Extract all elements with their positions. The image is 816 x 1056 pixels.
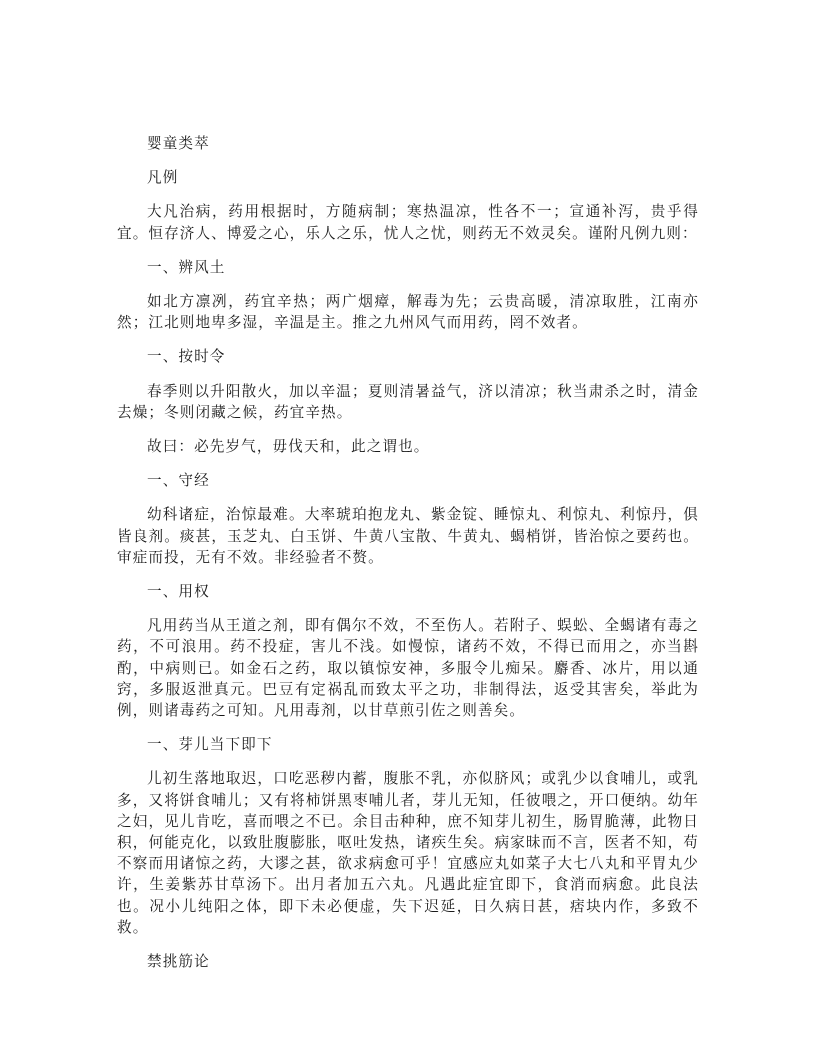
paragraph-regional-climate: 如北方凛冽，药宜辛热；两广烟瘴，解毒为先；云贵高暖，清凉取胜，江南亦然；江北则地卑多湿，辛温是主。推之九州风气而用药，罔不效者。 <box>117 293 699 332</box>
paragraph-keep-classics: 幼科诸症，治惊最难。大率琥珀抱龙丸、紫金锭、睡惊丸、利惊丸、利惊丹，俱皆良剂。痰甚，玉芝丸、白玉饼、牛黄八宝散、牛黄丸、蝎梢饼，皆治惊之要药也。审症而投，无有不效。非经验者不赘。 <box>117 506 699 566</box>
section-heading-forbid-tendon-picking: 禁挑筋论 <box>147 953 210 971</box>
document-page <box>117 133 699 985</box>
section-heading-newborn-purge: 一、芽儿当下即下 <box>147 736 273 754</box>
paragraph-intro: 大凡治病，药用根据时，方随病制；寒热温凉，性各不一；宣通补泻，贵乎得宜。恒存济人、博爱之心，乐人之乐，忧人之忧，则药无不效灵矣。谨附凡例九则： <box>117 203 699 242</box>
section-heading-regional-climate: 一、辨风土 <box>147 258 226 276</box>
section-heading-seasons: 一、按时令 <box>147 348 226 366</box>
section-heading-general-rules: 凡例 <box>147 169 179 187</box>
paragraph-seasons: 春季则以升阳散火，加以辛温；夏则清暑益气，济以清凉；秋当肃杀之时，清金去燥；冬则闭藏之候，药宜辛热。 <box>117 382 699 421</box>
section-heading-use-discretion: 一、用权 <box>147 583 210 601</box>
paragraph-use-discretion: 凡用药当从王道之剂，即有偶尔不效，不至伤人。若附子、蜈蚣、全蝎诸有毒之药，不可浪用。药不投症，害儿不浅。如慢惊，诸药不效，不得已而用之，亦当斟酌，中病则已。如金石之药，取以镇惊安神，多服令儿痴呆。麝香、冰片，用以通窍，多服返泄真元。巴豆有定祸乱而致太平之功，非制得法，返受其害矣，举此为例，则诸毒药之可知。凡用毒剂，以甘草煎引佐之则善矣。 <box>117 617 699 720</box>
paragraph-newborn-purge: 儿初生落地取迟，口吃恶秽内蓄，腹胀不乳，亦似脐风；或乳少以食哺儿，或乳多，又将饼食哺儿；又有将柿饼黑枣哺儿者，芽儿无知，任彼喂之，开口便纳。幼年之妇，见儿肯吃，喜而喂之不已。余目击种种，庶不知芽儿初生，肠胃脆薄，此物日积，何能克化，以致肚腹膨胀，呕吐发热，诸疾生矣。病家昧而不言，医者不知，苟不察而用诸惊之药，大谬之甚，欲求病愈可乎！宜感应丸如菜子大七八丸和平胃丸少许，生姜紫苏甘草汤下。出月者加五六丸。凡遇此症宜即下，食消而病愈。此良法也。况小儿纯阳之体，即下未必便虚，失下迟延，日久病日甚，痞块内作，多致不救。 <box>117 770 699 936</box>
paragraph-seasons-conclusion: 故曰：必先岁气，毋伐天和，此之谓也。 <box>147 438 430 456</box>
section-heading-keep-classics: 一、守经 <box>147 472 210 490</box>
document-title: 婴童类萃 <box>147 135 210 152</box>
